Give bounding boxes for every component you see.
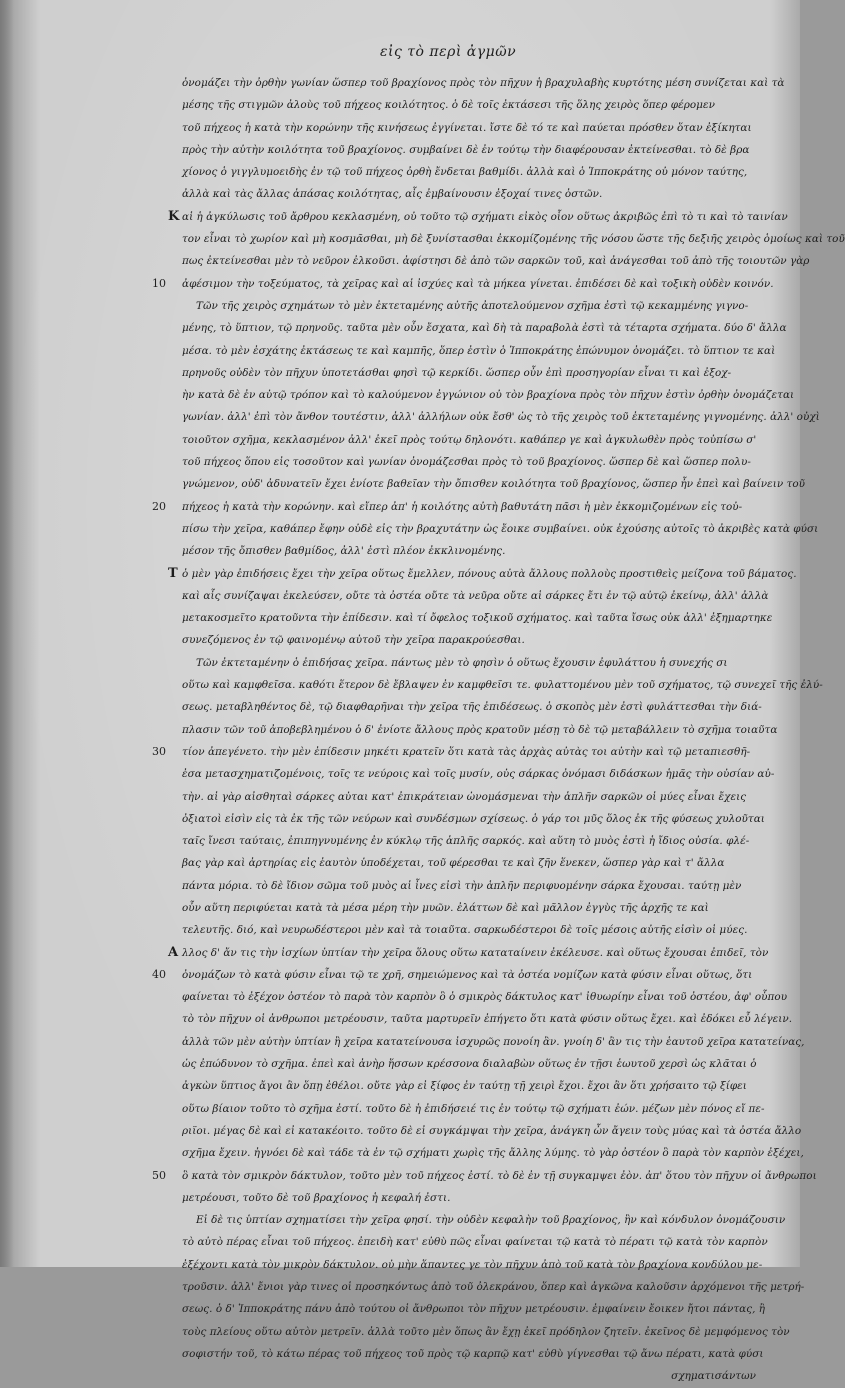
- line-number: 40: [152, 967, 167, 981]
- text-line: [152, 1165, 817, 1187]
- text-line: [182, 117, 772, 139]
- line-text: φαίνεται τὸ ἐξέχον ὀστέον τὸ παρὰ τὸν καρπὸν ὃ ὁ σμικρὸς δάκτυλος κατ' ἰθυωρίην εἶναι τοῦ ὀστέου, ἀφ' οὗπου: [182, 991, 788, 1004]
- line-text: πρὸς τὴν αὐτὴν κοιλότητα τοῦ βραχίονος. συμβαίνει δὲ ἐν τούτῳ τὴν διαφέρουσαν ἐκτείνεσθαι. τὸ δὲ βρα: [182, 143, 750, 156]
- text-line: [182, 1298, 772, 1320]
- line-text: σοφιστήν τοῦ, τὸ κάτω πέρας τοῦ πήχεος τοῦ πρὸς τῷ καρπῷ κατ' εὐθὺ γίγνεσθαι τῷ ἄνω πέρατι, κατὰ φύσι: [182, 1347, 764, 1360]
- text-line: [182, 1254, 772, 1276]
- text-line: [182, 1209, 786, 1231]
- line-text: σεως. ὁ δ' Ἱπποκράτης πάνυ ἀπὸ τούτου οἱ ἄνθρωποι τὸν πῆχυν μετρέουσιν. ἐμφαίνειν ἔοικεν ἤτοι πάντας, ἢ: [182, 1303, 766, 1316]
- line-text: τροῦσιν. ἀλλ' ἔνιοι γὰρ τινες οἱ προσηκόντως ἀπὸ τοῦ ὀλεκράνου, ὅπερ καὶ ἀγκῶνα καλοῦσιν ἀρχόμενοι τῆς μετρή-: [182, 1281, 805, 1294]
- text-line: [182, 94, 772, 116]
- text-line: [182, 340, 776, 362]
- line-text: χίονος ὁ γιγγλυμοειδὴς ἐν τῷ τοῦ πήχεος ὀρθὴ ἔνδεται βαθμίδι. ἀλλὰ καὶ ὁ Ἱπποκράτης οὐ μόνον ταύτης,: [182, 166, 748, 179]
- text-line: [182, 719, 778, 741]
- text-line: [182, 875, 772, 897]
- text-line: [182, 1187, 772, 1209]
- line-text: Τῶν τῆς χειρὸς σχημάτων τὸ μὲν ἐκτεταμένης αὐτῆς ἀποτελούμενον σχῆμα ἐστὶ τῷ κεκαμμένης γιγνο-: [196, 299, 749, 312]
- text-line: [182, 919, 772, 941]
- line-text: ριϊοι. μέγας δὲ καὶ εἰ κατακέοιτο. τοῦτο δὲ εἰ συγκάμψαι τὴν χεῖρα, ἀνάγκη ὦν ἄγειν τοὺς μύας καὶ τὰ ὀστέα ἄλλο: [182, 1124, 802, 1137]
- text-line: [182, 786, 772, 808]
- line-text: ἀλλὰ καὶ τὰς ἄλλας ἁπάσας κοιλότητας, αἷς ἐμβαίνουσιν ἐξοχαί τινες ὀστῶν.: [182, 188, 603, 201]
- line-text: τὴν. αἱ γὰρ αἰσθηταὶ σάρκες αὐται κατ' ἐπικράτειαν ὠνομάσμεναι τὴν ἁπλῆν σαρκῶν οἱ μύες εἶναι ἔχεις: [182, 790, 747, 803]
- line-text: πίσω τὴν χεῖρα, καθάπερ ἔφην οὐδὲ εἰς τὴν βραχυτάτην ὡς ἔοικε συμβαίνει. οὐκ ἐχούσης αὐτοῖς τὸ ἀκριβὲς κατὰ φύσι: [182, 522, 819, 535]
- line-text: ὁ μὲν γὰρ ἐπιδήσεις ἔχει τὴν χεῖρα οὕτως ἔμελλεν, πόνους αὐτὰ ἄλλους πολλοὺς προστιθεὶς μείζονα τοῦ βάματος.: [182, 567, 797, 580]
- text-line: [152, 273, 774, 295]
- text-line: [182, 384, 795, 406]
- text-line: [182, 1365, 772, 1387]
- text-line: [182, 986, 788, 1008]
- text-line: [182, 607, 772, 629]
- text-line: [182, 1053, 772, 1075]
- text-line: [182, 1142, 804, 1164]
- line-text: ὀξιατοὶ εἰσὶν εἰς τὰ ἐκ τῆς τῶν νεύρων καὶ συνδέσμων σχίσεως. ὁ γάρ τοι μῦς ὅλος ἐκ τῆς φύσεως χυλοῦται: [182, 812, 765, 825]
- line-text: τίον ἀπεγένετο. τὴν μὲν ἐπίδεσιν μηκέτι κρατεῖν ὅτι κατὰ τὰς ἀρχὰς αὐτὰς τοι αὐτὴν καὶ τῷ μεταπιεσθῆ-: [182, 745, 751, 758]
- line-text: μένης, τὸ ὕπτιον, τῷ πρηνοῦς. ταῦτα μὲν οὖν ἔσχατα, καὶ δὴ τὰ παραβολὰ ἐστὶ τὰ τέταρτα σχήματα. δύο δ' ἄλλα: [182, 322, 787, 335]
- text-line: [168, 942, 772, 964]
- text-line: [182, 362, 772, 384]
- line-text: γωνίαν. ἀλλ' ἐπὶ τὸν ἄνθον τουτέστιν, ἀλλ' ἀλλήλων οὐκ ἔσθ' ὡς τὸ τῆς χειρὸς τοῦ ἐκτεταμένης γιγνομένης. ἀλλ' οὐχὶ: [182, 411, 820, 424]
- text-line: [182, 1098, 772, 1120]
- text-line: [182, 139, 772, 161]
- line-text: ὀνομάζων τὸ κατὰ φύσιν εἶναι τῷ τε χρῆ, σημειώμενος καὶ τὰ ὀστέα νομίζων κατὰ φύσιν εἶναι οὕτως, ὅτι: [182, 968, 753, 981]
- text-line: [182, 763, 775, 785]
- line-text: μέσης τῆς στιγμῶν ἀλοὺς τοῦ πήχεος κοιλότητος. ὁ δὲ τοῖς ἐκτάσεσι τῆς ὅλης χειρὸς ὅπερ φέρομεν: [182, 99, 715, 112]
- text-line: [182, 540, 772, 562]
- line-text: Τῶν ἐκτεταμένην ὁ ἐπιδήσας χεῖρα. πάντως μὲν τὸ φησὶν ὁ οὕτως ἔχουσιν ἐφυλάττου ἡ συνεχής σι: [196, 656, 728, 669]
- line-number: 50: [152, 1168, 167, 1182]
- text-line: [182, 585, 772, 607]
- text-line: [168, 206, 788, 228]
- line-number: 30: [152, 744, 167, 758]
- line-text: βας γὰρ καὶ ἀρτηρίας εἰς ἑαυτὸν ὑποδέχεται, τοῦ φέρεσθαι τε καὶ ζῆν ἕνεκεν, ὥσπερ γὰρ καὶ τ' ἄλλα: [182, 857, 725, 870]
- line-text: ἀφέσιμον τὴν τοξεύματος, τὰ χεῖρας καὶ αἱ ἰσχύες καὶ τὰ μήκεα γίνεται. ἐπιδέσει δὲ καὶ τοξικὴ οὐδὲν κοινόν.: [182, 277, 774, 290]
- text-line: [182, 852, 772, 874]
- line-text: καὶ αἷς συνίζαψαι ἐκελεύσεν, οὔτε τὰ ὀστέα οὔτε τὰ νεῦρα οὔτε αἱ σάρκες ἔτι ἐν τῷ αὐτῷ ἐκείνῳ, ἀλλ' ἀλλὰ: [182, 589, 769, 602]
- line-text: μέσον τῆς ὄπισθεν βαθμίδος, ἀλλ' ἐστὶ πλέον ἐκκλινομένης.: [182, 545, 506, 558]
- line-text: τοῦ πήχεος ἡ κατὰ τὴν κορώνην τῆς κινήσεως ἐγγίνεται. ἴστε δὲ τό τε καὶ παύεται πρόσθεν ὅταν ἐξίκηται: [182, 121, 752, 134]
- line-text: ὀνομάζει τὴν ὀρθὴν γωνίαν ὥσπερ τοῦ βραχίονος πρὸς τὸν πῆχυν ἡ βραχυλαβὴς κυρτότης μέση συνίζεται καὶ τὰ: [182, 77, 785, 89]
- line-text: τοῦ πήχεος ὅπου εἰς τοσοῦτον καὶ γωνίαν ὀνομάζεσθαι πρὸς τὸ τοῦ βραχίονος. ὥσπερ δὲ καὶ ὥσπερ πολυ-: [182, 456, 751, 469]
- line-text: σχηματισάντων: [671, 1370, 756, 1383]
- line-text: ἀλλὰ τῶν μὲν αὐτὴν ὑπτίαν ἢ χεῖρα κατατείνουσα ἰσχυρῶς πονοίη ἂν. γνοίη δ' ἂν τις τὴν ἑαυτοῦ χεῖρα κατατείνας,: [182, 1035, 805, 1048]
- line-text: οὕτω βίαιον τοῦτο τὸ σχῆμα ἐστί. τοῦτο δὲ ἡ ἐπιδήσειέ τις ἐν τούτῳ τῷ σχήματι ἐών. μέζων μὲν πόνος εἴ πε-: [182, 1102, 765, 1115]
- line-text: τοὺς πλείους οὕτω αὐτὸν μετρεῖν. ἀλλὰ τοῦτο μὲν ὅπως ἂν ἔχῃ ἐκεῖ πρόδηλον ζητεῖν. ἐκεῖνος δὲ μεμφόμενος τὸν: [182, 1325, 790, 1338]
- text-line: [182, 830, 772, 852]
- line-text: τοιοῦτον σχῆμα, κεκλασμένον ἀλλ' ἐκεῖ πρὸς τούτῳ δηλονότι. καθάπερ γε καὶ ἀγκυλωθὲν πρὸς τοὐπίσω σ': [182, 433, 757, 446]
- line-text: ἐξέχοντι κατὰ τὸν μικρὸν δάκτυλον. οὐ μὴν ἅπαντες γε τὸν πῆχυν ἀπὸ τοῦ κατὰ τὸν βραχίονα κονδύλου με-: [182, 1258, 763, 1271]
- text-line: [182, 1120, 802, 1142]
- text-line: [182, 72, 785, 94]
- line-text: ἐσα μετασχηματιζομένοις, τοῖς τε νεύροις καὶ τοῖς μυσίν, οὐς σάρκας ὀνόμασι διδάσκων ἡμᾶς τὴν οὐσίαν αὐ-: [182, 768, 775, 781]
- text-line: [182, 1075, 772, 1097]
- line-text: πρηνοῦς οὐδὲν τὸν πῆχυν ὑποτετάσθαι φησὶ τῷ κερκίδι. ὥσπερ οὖν ἐπὶ προσηγορίαν εἶναι τι καὶ ἐξοχ-: [182, 366, 732, 379]
- line-text: σχῆμα ἔχειν. ἠγνόει δὲ καὶ τάδε τὰ ἐν τῷ σχήματι χωρὶς τῆς ἄλλης λύμης. τὸ γὰρ ὀστέον ὃ παρὰ τὸν καρπὸν ἐξέχει,: [182, 1147, 804, 1160]
- line-text: τὸ τὸν πῆχυν οἱ ἀνθρωποι μετρέουσιν, ταῦτα μαρτυρεῖν ἐπήγετο ὅτι κατὰ φύσιν οὕτως ἔχει. καὶ ἐδόκει εὖ λέγειν.: [182, 1013, 793, 1026]
- text-line: [182, 1276, 805, 1298]
- line-text: ὃ κατὰ τὸν σμικρὸν δάκτυλον, τοῦτο μὲν τοῦ πήχεος ἐστί. τὸ δὲ ἐν τῇ συγκαμψει ἐὸν. ἀπ' ὅτου τὸν πῆχυν οἱ ἄνθρωποι: [182, 1169, 817, 1182]
- initial-letter: Τ: [168, 565, 178, 581]
- text-line: [182, 451, 772, 473]
- text-line: [182, 518, 819, 540]
- line-text: τὸ αὐτὸ πέρας εἶναι τοῦ πήχεος. ἐπειδὴ κατ' εὐθὺ πῶς εἶναι φαίνεται τῷ κατὰ τὸ πέρατι τῷ κατὰ τὸν καρπὸν: [182, 1236, 768, 1249]
- initial-letter: Α: [168, 944, 179, 960]
- text-line: [182, 228, 845, 250]
- line-text: ὴν κατὰ δὲ ἐν αὐτῷ τρόπον καὶ τὸ καλούμενον ἐγγώνιον οὐ τὸν βραχίονα πρὸς τὸν πῆχυν ἐστὶν ὀρθὴν ὀνομάζεται: [182, 389, 795, 402]
- greek-text-block: [152, 72, 845, 1388]
- line-text: οὖν αὕτη περιφύεται κατὰ τὰ μέσα μέρη τὴν μυῶν. ἐλάττων δὲ καὶ μᾶλλον ἐγγὺς τῆς ἀρχῆς τε καὶ: [182, 901, 709, 914]
- text-line: [182, 1321, 790, 1343]
- line-text: μέσα. τὸ μὲν ἐσχάτης ἐκτάσεως τε καὶ καμπῆς, ὅπερ ἐστὶν ὁ Ἱπποκράτης ἐπώνυμον ὀνομάζει. τὸ ὕπτιον τε καὶ: [182, 344, 776, 357]
- text-line: [182, 1008, 793, 1030]
- line-text: πλασιν τῶν τοῦ ἀποβεβλημένου ὁ δ' ἐνίοτε ἄλλους πρὸς κρατοῦν μέσῃ τὸ δὲ τῷ μεταβάλλειν τὸ σχῆμα τοιαῦτα: [182, 723, 778, 736]
- line-text: σεως. μεταβληθέντος δὲ, τῷ διαφθαρῆναι τὴν χεῖρα τῆς ἐπιδέσεως. ὁ σκοπὸς μὲν ἐστὶ φυλάττεσθαι τὴν διά-: [182, 701, 762, 714]
- text-line: [152, 496, 772, 518]
- line-text: ταῖς ἴνεσι ταύταις, ἐπιπηγνυμένης ἐν κύκλῳ τῆς ἁπλῆς σαρκός. καὶ αὕτη τὸ μυὸς ἐστὶ ἡ ἴδιος οὐσία. φλέ-: [182, 835, 750, 848]
- text-line: [182, 629, 772, 651]
- text-line: [182, 406, 820, 428]
- text-line: [152, 964, 772, 986]
- initial-letter: Κ: [168, 208, 180, 224]
- text-line: [182, 897, 772, 919]
- text-line: [182, 674, 823, 696]
- line-text: οὕτω καὶ καμφθεῖσα. καθότι ἕτερον δὲ ἔβλαψεν ἐν καμφθεῖσι τε. φυλαττομένου μὲν τοῦ σχήματος, τῷ συνεχεῖ τῆς ἐλύ-: [182, 679, 823, 692]
- line-text: τον εἶναι τὸ χωρίον καὶ μὴ κοσμᾶσθαι, μὴ δὲ ξυνίστασθαι ἐκκομίζομένης τῆς νόσου ὥστε τῆς δεξιῆς χειρὸς ὁμοίως καὶ τοῦ: [182, 233, 845, 246]
- text-line: [182, 696, 772, 718]
- text-line: [182, 161, 772, 183]
- line-text: πήχεος ἡ κατὰ τὴν κορώνην. καὶ εἴπερ ἀπ' ἡ κοιλότης αὐτὴ βαθυτάτη πᾶσι ἡ μὲν ἐκκομιζομένων εἰς τοὐ-: [182, 500, 743, 513]
- page-edge-shadow: [0, 0, 14, 1267]
- text-line: [182, 652, 772, 674]
- text-line: [182, 295, 772, 317]
- running-head: εἰς τὸ περὶ ἀγμῶν: [380, 44, 517, 60]
- text-line: [182, 183, 772, 205]
- text-line: [182, 473, 806, 495]
- line-number: 10: [152, 276, 167, 290]
- line-text: λλος δ' ἄν τις τὴν ἰσχίων ὑπτίαν τὴν χεῖρα ὅλους οὕτω καταταίνειν ἐκέλευσε. καὶ οὕτως ἔχουσαι ἐπιδεῖ, τὸν: [182, 946, 769, 959]
- text-line: [168, 563, 797, 585]
- text-line: [182, 250, 810, 272]
- line-text: πως ἐκτείνεσθαι μὲν τὸ νεῦρον ἐλκοῦσι. ἀφίστησι δὲ ἀπὸ τῶν σαρκῶν τοῦ, καὶ ἀνάγεσθαι τοῦ ἀπὸ τῆς τοιουτῶν γὰρ: [182, 255, 810, 268]
- line-text: τελευτῆς. διό, καὶ νευρωδέστεροι μὲν καὶ τὰ τοιαῦτα. σαρκωδέστεροι δὲ τοῖς μέσοις αὐτῆς εἰσὶν οἱ μύες.: [182, 924, 748, 937]
- text-line: [182, 808, 772, 830]
- text-line: [182, 1231, 772, 1253]
- line-text: ἀγκὼν ὕπτιος ἄγοι ἂν ὅπῃ ἐθέλοι. οὔτε γὰρ εἰ ξίφος ἐν ταύτῃ τῇ χειρὶ ἔχοι. ἔχοι ἂν ὅτι χρήσαιτο τῷ ξίφει: [182, 1080, 747, 1093]
- line-text: ὡς ἐπώδυνον τὸ σχῆμα. ἐπεὶ καὶ ἀνὴρ ἥσσων κρέσσονα διαλαβὼν οὕτως ἐν τῇσι ἑωυτοῦ χερσὶ ὡς κλᾶται ὁ: [182, 1058, 757, 1071]
- line-text: πάντα μόρια. τὸ δὲ ἴδιον σῶμα τοῦ μυὸς αἱ ἶνες εἰσὶ τὴν ἁπλῆν περιφυομένην σάρκα ἔχουσαι. ταύτῃ μὲν: [182, 879, 742, 892]
- text-line: [152, 741, 772, 763]
- text-line: [182, 1343, 772, 1365]
- text-line: [182, 1031, 805, 1053]
- line-text: Εἰ δὲ τις ὑπτίαν σχηματίσει τὴν χεῖρα φησί. τὴν οὐδὲν κεφαλὴν τοῦ βραχίονος, ἣν καὶ κόνδυλον ὀνομάζουσιν: [196, 1214, 786, 1227]
- text-line: [182, 429, 772, 451]
- line-text: αἱ ἡ ἀγκύλωσις τοῦ ἄρθρου κεκλασμένη, οὐ τοῦτο τῷ σχήματι εἰκὸς οἷον οὕτως ἀκριβῶς ἐπὶ τὸ τι καὶ τὸ ταινίαν: [182, 210, 788, 223]
- text-line: [182, 317, 787, 339]
- line-text: μετρέουσι, τοῦτο δὲ τοῦ βραχίονος ἡ κεφαλή ἐστι.: [182, 1191, 451, 1204]
- line-text: συνεζόμενος ἐν τῷ φαινομένῳ αὐτοῦ τὴν χεῖρα παρακρούεσθαι.: [182, 634, 525, 647]
- line-text: μετακοσμεῖτο κρατοῦντα τὴν ἐπίδεσιν. καὶ τί ὄφελος τοξικοῦ σχήματος. καὶ ταῦτα ἴσως οὐκ ἀλλ' ἐξημαρτηκε: [182, 612, 773, 625]
- line-text: γνώμενον, οὐδ' ἀδυνατεῖν ἔχει ἐνίοτε βαθεῖαν τὴν ὄπισθεν κοιλότητα τοῦ βραχίονος, ὥσπερ ἦν ἐπεὶ καὶ βαίνειν τοῦ: [182, 478, 806, 491]
- line-number: 20: [152, 499, 167, 513]
